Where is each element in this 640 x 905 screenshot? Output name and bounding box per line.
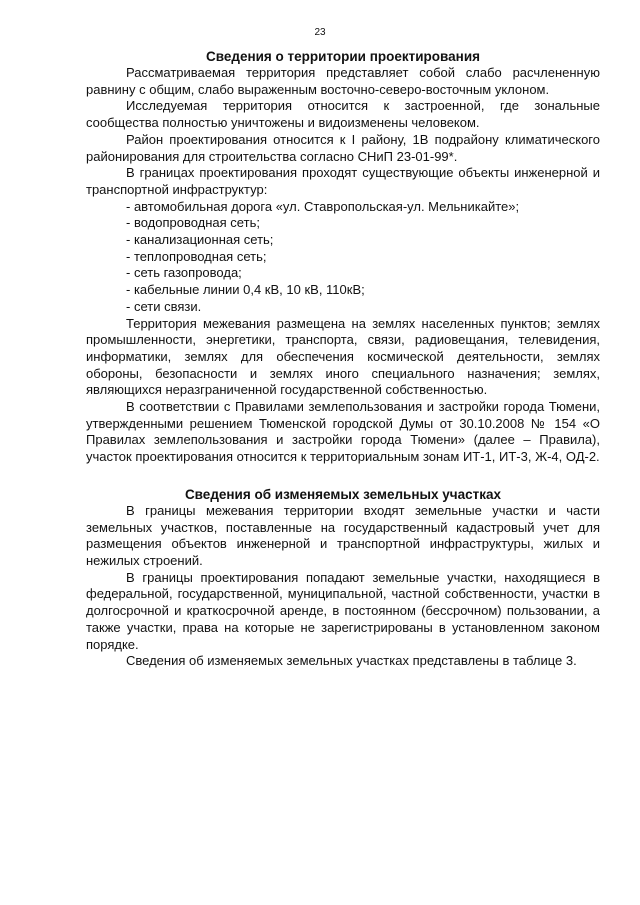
document-body [86,48,600,670]
list-item: - теплопроводная сеть; [126,248,267,264]
list-item: - сеть газопровода; [126,265,242,281]
list-item: - автомобильная дорога «ул. Ставропольская-ул. Мельникайте»; [126,198,520,214]
paragraph: Район проектирования относится к I району, 1В подрайону климатического районирования для строительства согласно СНиП 23-01-99*. [86,131,600,164]
section-title-territory: Сведения о территории проектирования [206,49,480,64]
infrastructure-list [86,199,600,316]
list-item: - водопроводная сеть; [126,215,260,231]
paragraph: Сведения об изменяемых земельных участках представлены в таблице 3. [126,653,577,669]
section-spacer [86,466,600,486]
paragraph: В границы проектирования попадают земельные участки, находящиеся в федеральной, государственной, муниципальной, частной собственности, участки в долгосрочной и краткосрочной аренде, в постоянном (бессрочном) пользовании, а также участки, права на которые не зарегистрированы в установленном законом порядке. [86,569,600,652]
paragraph: В границах проектирования проходят существующие объекты инженерной и транспортной инфраструктур: [86,165,600,197]
paragraph: В соответствии с Правилами землепользования и застройки города Тюмени, утвержденными решением Тюменской городской Думы от 30.10.2008 № 154 «О Правилах землепользования и застройки города Тюмени» (далее – Правила), участок проектирования относится к территориальным зонам ИТ-1, ИТ-3, Ж-4, ОД-2. [86,399,600,465]
section-title-land-plots: Сведения об изменяемых земельных участках [184,486,502,502]
list-item: - кабельные линии 0,4 кВ, 10 кВ, 110кВ; [126,282,365,298]
page-number: 23 [314,27,326,38]
paragraph: Территория межевания размещена на землях населенных пунктов; землях промышленности, энергетики, транспорта, связи, радиовещания, телевидения, информатики, землях для обеспечения космической деятельности, землях обороны, безопасности и землях иного специального назначения; землях, являющихся неразграниченной государственной собственностью. [86,315,600,398]
list-item: - сети связи. [126,298,202,314]
paragraph: Исследуемая территория относится к застроенной, где зональные сообщества полностью уничтожены и видоизменены человеком. [86,98,600,131]
paragraph: В границы межевания территории входят земельные участки и части земельных участков, поставленные на государственный кадастровый учет для размещения объектов инженерной и транспортной инфраструктуры, жилых и нежилых строений. [86,502,600,568]
list-item: - канализационная сеть; [126,232,274,248]
paragraph: Рассматриваемая территория представляет собой слабо расчлененную равнину с общим, слабо выраженным восточно-северо-восточным уклоном. [86,65,600,97]
